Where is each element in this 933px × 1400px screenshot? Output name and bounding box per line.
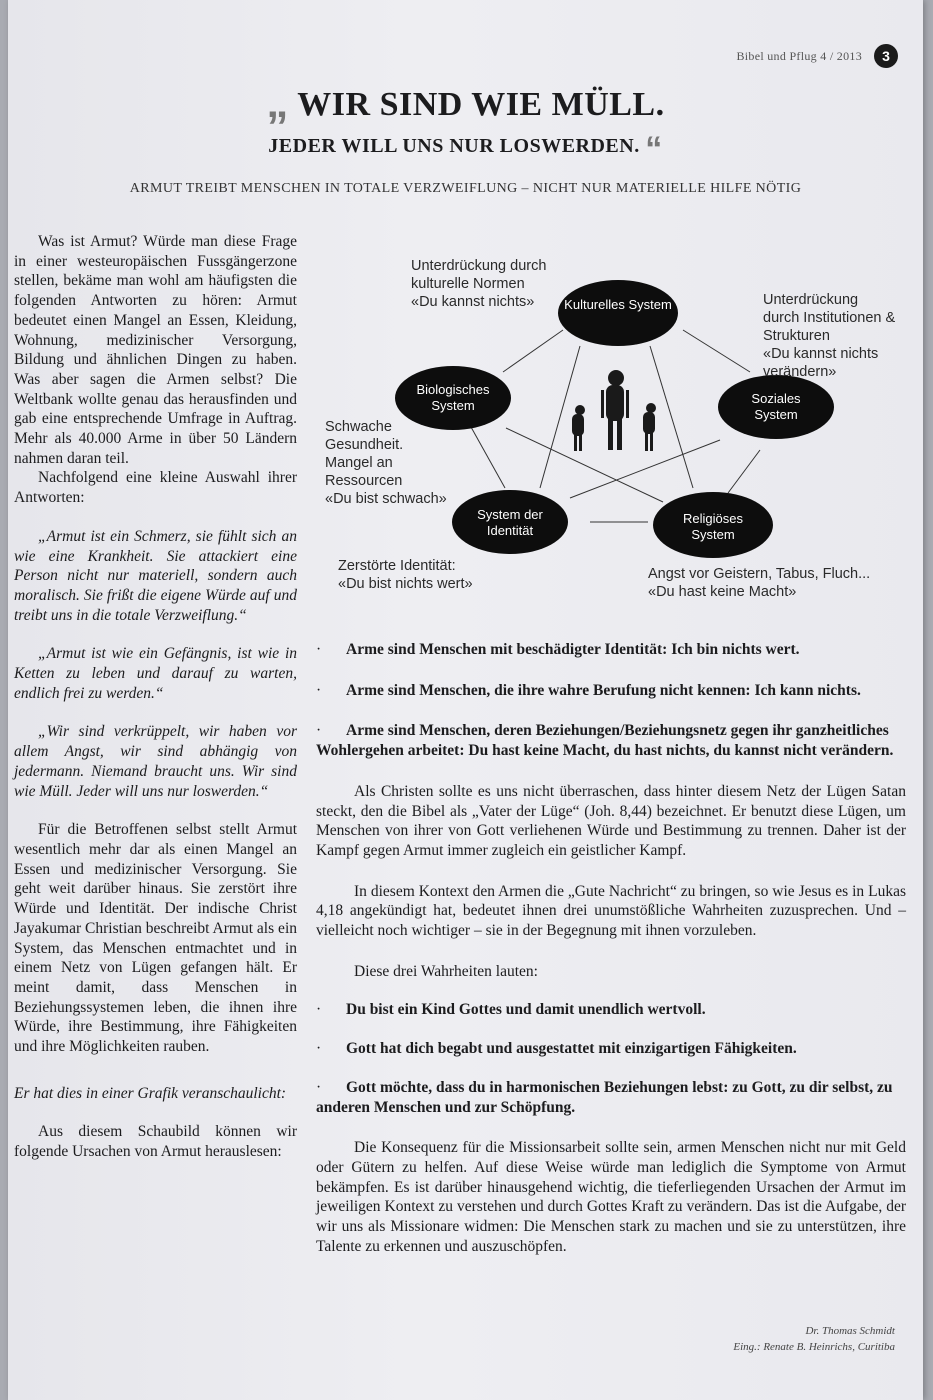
annotation-biologisch: Schwache Gesundheit. Mangel an Ressourcen «Du bist schwach» bbox=[325, 419, 447, 507]
quote-3: „Wir sind verkrüppelt, wir haben vor allem Angst, wir sind abhängig von jedermann. Niemand braucht uns. Wir sind wie Müll. Jeder will uns nur loswerden.“ bbox=[14, 723, 297, 800]
right-column bbox=[316, 640, 906, 1256]
issue-label: Bibel und Pflug 4 / 2013 bbox=[736, 48, 862, 63]
body-paragraph: Für die Betroffenen selbst stellt Armut wesentlich mehr dar als einen Mangel an Essen und medizinischer Versorgung. Sie geht weit darüber hinaus. Sie zerstört ihre Würde und Identität. Der indische Christ Jayakumar Christian beschreibt Armut als ein System, das Menschen entmachtet und in einem Netz von Lügen gefangen hält. Er meint damit, dass Menschen in Beziehungssystemen leben, die ihnen ihre Würde, ihre Bestimmung, ihre Fähigkeiten und ihre Möglichkeiten rauben. bbox=[14, 821, 297, 1056]
close-quote-mark: “ bbox=[645, 130, 663, 168]
conclusion-paragraph: Die Konsequenz für die Missionsarbeit sollte sein, armen Menschen nicht nur mit Geld oder Gütern zu helfen. Auf diese Weise würde man lediglich die Symptome von Armut bekämpfen. Es ist darüber hinausgehend wichtig, die tieferliegenden Ursachen der Armut im jeweiligen Kontext zu verstehen und durch Gottes Kraft zu verändern. Das ist die Aufgabe, der wir uns als Missionare widmen: Die Menschen stark zu machen und sie zu unterstützen, ihre Talente zu erkennen und auszuschöpfen. bbox=[316, 1139, 906, 1255]
node-kulturelles: Kulturelles System bbox=[564, 297, 672, 312]
figure-left bbox=[572, 405, 585, 451]
author-credit: Dr. Thomas Schmidt bbox=[805, 1325, 895, 1337]
node-biologisches: Biologisches System bbox=[416, 382, 490, 413]
body-paragraph-2: Aus diesem Schaubild können wir folgende Ursachen von Armut herauslesen: bbox=[14, 1123, 297, 1161]
page-header bbox=[736, 44, 898, 68]
bullet-1: · Arme sind Menschen mit beschädigter Identität: Ich bin nichts wert. bbox=[316, 641, 800, 658]
line-kulturell-bio bbox=[503, 330, 563, 372]
figure-right bbox=[643, 403, 656, 451]
node-religioeses: Religiöses System bbox=[683, 511, 743, 542]
figure-large bbox=[601, 370, 629, 450]
line-bio-religioes bbox=[506, 428, 663, 502]
subtitle: ARMUT TREIBT MENSCHEN IN TOTALE VERZWEIFLUNG – NICHT NUR MATERIELLE HILFE NÖTIG bbox=[129, 181, 802, 196]
bullet-6: · Gott möchte, dass du in harmonischen Beziehungen lebst: zu Gott, zu dir selbst, zu anderen Menschen und zur Schöpfung. bbox=[316, 1078, 893, 1116]
bullet-2: · Arme sind Menschen, die ihre wahre Berufung nicht kennen: Ich kann nichts. bbox=[316, 681, 861, 699]
annotation-identitaet: Zerstörte Identität: «Du bist nichts wert» bbox=[338, 558, 473, 592]
left-column bbox=[14, 232, 297, 1162]
bullet-5: · Gott hat dich begabt und ausgestattet mit einzigartigen Fähigkeiten. bbox=[316, 1040, 797, 1058]
magazine-page bbox=[8, 0, 923, 1400]
figures-group bbox=[572, 370, 656, 451]
node-identitaet: System der Identität bbox=[477, 507, 543, 538]
truths-intro: Diese drei Wahrheiten lauten: bbox=[354, 962, 538, 980]
open-quote-mark: „ bbox=[266, 78, 289, 127]
intro-paragraph-2: Nachfolgend eine kleine Auswahl ihrer Antworten: bbox=[14, 469, 297, 507]
graphic-intro: Er hat dies in einer Grafik veranschaulicht: bbox=[14, 1084, 287, 1102]
poverty-systems-diagram bbox=[308, 250, 918, 620]
translator-credit: Eing.: Renate B. Heinrichs, Curitiba bbox=[733, 1341, 895, 1353]
body-paragraph-right-2: In diesem Kontext den Armen die „Gute Nachricht“ zu bringen, so wie Jesus es in Lukas 4,18 angekündigt hat, bedeutet ihnen drei unumstößliche Wahrheiten zuzusprechen. Und – vielleicht noch wichtiger – sie in der Begegnung mit ihnen vorzuleben. bbox=[316, 882, 906, 940]
headline-second-line bbox=[8, 130, 923, 169]
ellipse-kulturelles bbox=[558, 280, 678, 346]
line-sozial-religioes bbox=[728, 450, 760, 493]
headline-line2: JEDER WILL UNS NUR LOSWERDEN. bbox=[268, 135, 640, 157]
quote-2: „Armut ist wie ein Gefängnis, ist wie in Ketten zu leben und darauf zu warten, endlich frei zu werden.“ bbox=[14, 645, 297, 702]
headline-line1: WIR SIND WIE MÜLL. bbox=[297, 86, 665, 123]
intro-paragraph: Was ist Armut? Würde man diese Frage in einer westeuropäischen Fussgängerzone stellen, bekäme man wohl am häufigsten die folgenden Antworten zu hören: Armut bedeutet einen Mangel an Essen, Kleidung, Wohnung, medizinischer Versorgung, Bildung und ähnlichen Dingen zu haben. Was aber sagen die Armen selbst? Die Weltbank wollte genau das herausfinden und gab eine entsprechende Umfrage in Auftrag. Mehr als 40.000 Arme in über 50 Ländern nahmen daran teil. bbox=[14, 233, 297, 467]
quote-1: „Armut ist ein Schmerz, sie fühlt sich an wie eine Krankheit. Sie attackiert eine Person nicht nur materiell, sondern auch moralisch. Sie frißt die eigene Würde auf und treibt uns in die totale Verzweiflung.“ bbox=[14, 527, 297, 624]
bullet-4: · Du bist ein Kind Gottes und damit unendlich wertvoll. bbox=[316, 1001, 706, 1019]
bullet-3: · Arme sind Menschen, deren Beziehungen/Beziehungsnetz gegen ihr ganzheitliches Wohlergehen arbeitet: Du hast keine Macht, du hast nichts, du kannst nicht verändern. bbox=[316, 722, 894, 760]
headline bbox=[8, 78, 923, 128]
annotation-kulturell: Unterdrückung durch kulturelle Normen «Du kannst nichts» bbox=[411, 258, 547, 310]
page-number-badge: 3 bbox=[874, 44, 898, 68]
node-soziales: Soziales System bbox=[751, 391, 801, 422]
annotation-sozial: Unterdrückung durch Institutionen & Strukturen «Du kannst nichts verändern» bbox=[763, 292, 896, 380]
line-kulturell-religioes bbox=[650, 346, 693, 488]
line-kulturell-sozial bbox=[683, 330, 750, 372]
body-paragraph-right-1: Als Christen sollte es uns nicht überraschen, dass hinter diesem Netz der Lügen Satan steckt, den die Bibel als „Vater der Lüge“ (Joh. 8,44) bezeichnet. Er benutzt diese Lügen, um Menschen von ihrer von Gott verliehenen Würde und Bestimmung zu trennen. Daher ist der Kampf gegen Armut immer zugleich ein geistlicher Kampf. bbox=[316, 782, 906, 859]
annotation-religioes: Angst vor Geistern, Tabus, Fluch... «Du hast keine Macht» bbox=[648, 566, 871, 600]
line-bio-identitaet bbox=[471, 427, 505, 488]
